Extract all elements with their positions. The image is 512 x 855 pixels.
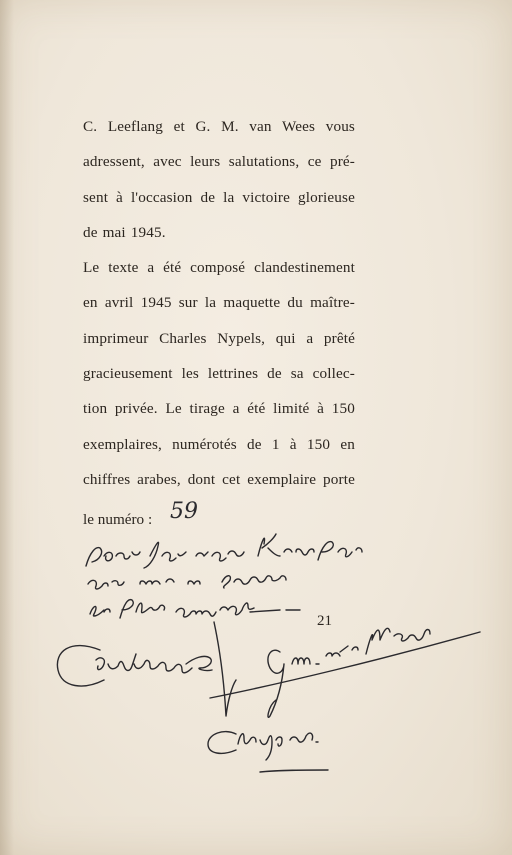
colophon-line: sent à l'occasion de la victoire glorieuse — [83, 188, 355, 206]
inscription-line-3 — [90, 600, 300, 618]
colophon-line: Le texte a été composé clandestinement — [83, 259, 355, 277]
colophon-line: imprimeur Charles Nypels, qui a prêté — [83, 329, 355, 347]
colophon-line: tion privée. Le tirage a été limité à 150 — [83, 400, 355, 418]
colophon-line: exemplaires, numérotés de 1 à 150 en — [83, 435, 355, 453]
inscription-line-1 — [86, 534, 362, 568]
signature-leeflang — [57, 622, 236, 716]
colophon-line: adressent, avec leurs salutations, ce pré- — [83, 153, 355, 171]
handwritten-copy-number: 59 — [170, 499, 198, 524]
colophon-line: de mai 1945. — [83, 223, 166, 241]
copy-number-label: le numéro : — [83, 511, 153, 528]
page-number: 21 — [317, 613, 332, 629]
signature-nypels — [208, 732, 328, 772]
colophon-line: en avril 1945 sur la maquette du maître- — [83, 294, 355, 312]
colophon-line: C. Leeflang et G. M. van Wees vous — [83, 118, 355, 135]
colophon-line: gracieusement les lettrines de sa collec- — [83, 365, 355, 383]
colophon-line: chiffres arabes, dont cet exemplaire porte — [83, 470, 355, 488]
inscription-line-2 — [88, 576, 286, 589]
signature-van-wees — [210, 628, 480, 717]
